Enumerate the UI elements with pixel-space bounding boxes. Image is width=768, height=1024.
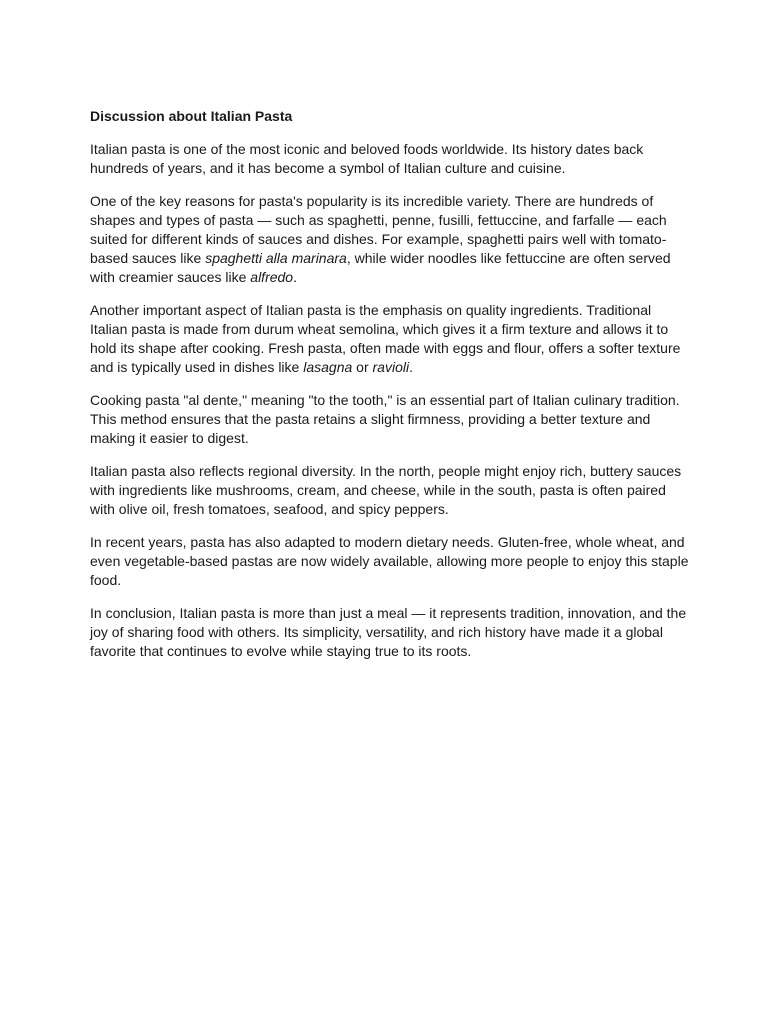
paragraph-text: . — [409, 359, 413, 375]
paragraph-text: Italian pasta is one of the most iconic and beloved foods worldwide. Its history dates back hundreds of years, and it has become a symbol of Italian culture and cuisine. — [90, 141, 644, 176]
dish-name: lasagna — [303, 359, 353, 375]
document-page — [90, 105, 690, 675]
dish-name: spaghetti alla marinara — [205, 250, 347, 266]
paragraph-text: or — [352, 359, 373, 375]
paragraph-text: Cooking pasta "al dente," meaning "to the tooth," is an essential part of Italian culinary tradition. This method ensures that the pasta retains a slight firmness, providing a better texture and making it easier to digest. — [90, 392, 680, 446]
paragraph-regional — [90, 462, 690, 519]
paragraph-text: In recent years, pasta has also adapted to modern dietary needs. Gluten-free, whole wheat, and even vegetable-based pastas are now widely available, allowing more people to enjoy this staple food. — [90, 534, 689, 588]
paragraph-text: One of the key reasons for pasta's popularity is its incredible variety. There are hundreds of shapes and types of pasta — such as spaghetti, penne, fusilli, fettuccine, and farfalle — each suited for different kinds of sauces and dishes. For example, spaghetti pairs well with tomato-based sauces like — [90, 193, 667, 266]
paragraph-variety — [90, 192, 690, 287]
paragraph-text: In conclusion, Italian pasta is more than just a meal — it represents tradition, innovation, and the joy of sharing food with others. Its simplicity, versatility, and rich history have made it a global favorite that continues to evolve while staying true to its roots. — [90, 605, 687, 659]
paragraph-conclusion — [90, 604, 690, 661]
dish-name: ravioli — [372, 359, 410, 375]
dish-name: alfredo — [250, 269, 294, 285]
paragraph-text: Another important aspect of Italian pasta is the emphasis on quality ingredients. Traditional Italian pasta is made from durum wheat semolina, which gives it a firm texture and allows it to hold its shape after cooking. Fresh pasta, often made with eggs and flour, offers a softer texture and is typically used in dishes like — [90, 302, 681, 375]
document-title: Discussion about Italian Pasta — [90, 108, 293, 124]
paragraph-text: , while wider noodles like fettuccine are often served with creamier sauces like — [90, 250, 671, 285]
paragraph-modern — [90, 533, 690, 590]
paragraph-ingredients — [90, 301, 690, 377]
paragraph-al-dente — [90, 391, 690, 448]
paragraph-text: . — [293, 269, 297, 285]
paragraph-intro — [90, 140, 690, 178]
paragraph-text: Italian pasta also reflects regional diversity. In the north, people might enjoy rich, buttery sauces with ingredients like mushrooms, cream, and cheese, while in the south, pasta is often paired with olive oil, fresh tomatoes, seafood, and spicy peppers. — [90, 463, 682, 517]
